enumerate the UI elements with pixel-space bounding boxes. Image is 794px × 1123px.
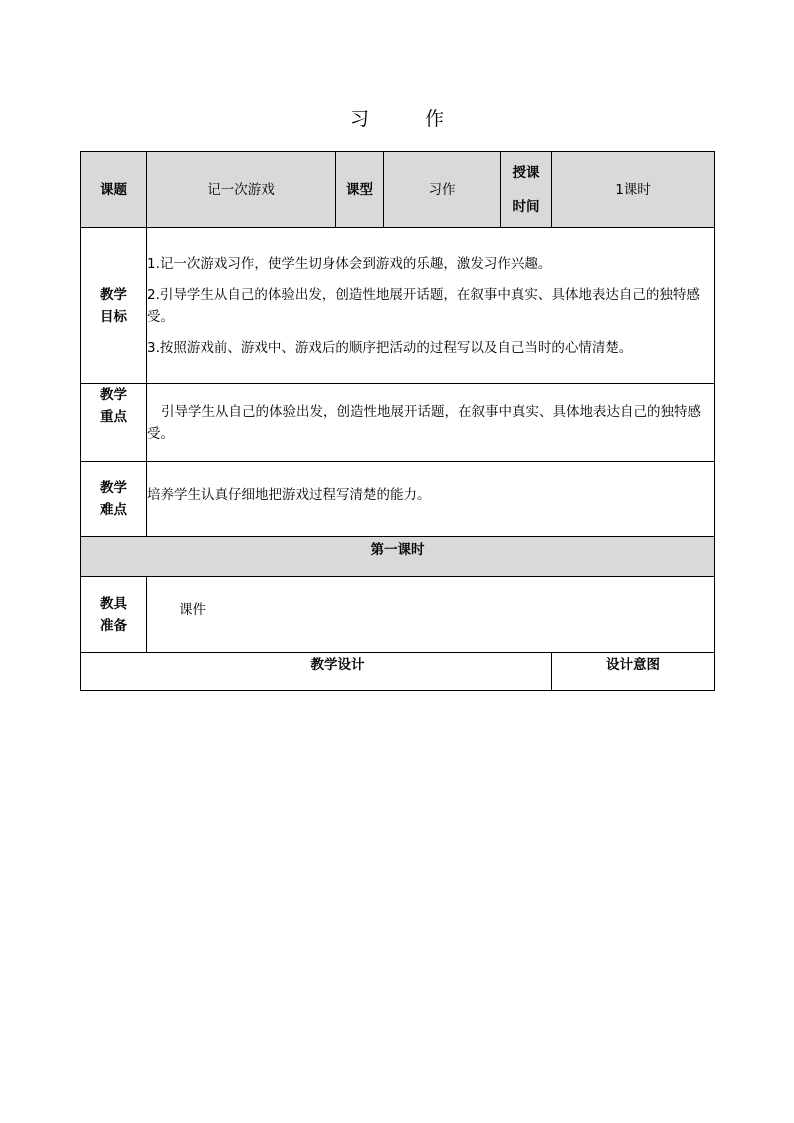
tools-label — [81, 577, 147, 653]
design-header-row — [81, 653, 715, 691]
time-value: 1课时 — [552, 152, 715, 228]
tools-row — [81, 577, 715, 653]
design-label: 教学设计 — [81, 653, 552, 691]
type-value: 习作 — [384, 152, 501, 228]
difficulties-label — [81, 462, 147, 537]
goal-item-2: 2.引导学生从自己的体验出发，创造性地展开话题，在叙事中真实、具体地表达自己的独特感受。 — [147, 286, 700, 325]
topic-value: 记一次游戏 — [147, 152, 336, 228]
topic-label: 课题 — [81, 152, 147, 228]
goals-content — [147, 228, 715, 384]
difficulties-content — [147, 462, 715, 537]
goals-row — [81, 228, 715, 384]
difficulties-row — [81, 462, 715, 537]
key-points-content — [147, 384, 715, 462]
difficulties-label-line-2: 难点 — [100, 502, 127, 518]
key-points-row — [81, 384, 715, 462]
goals-label-line-2: 目标 — [100, 308, 127, 325]
goal-item-1: 1.记一次游戏习作，使学生切身体会到游戏的乐趣，激发习作兴趣。 — [147, 255, 552, 272]
time-label-line-1: 授课 — [512, 164, 540, 181]
page-title-char-1: 习 — [349, 108, 369, 130]
key-points-label — [81, 384, 147, 462]
page-title-char-2: 作 — [425, 108, 445, 130]
goal-item-3: 3.按照游戏前、游戏中、游戏后的顺序把活动的过程写以及自己当时的心情清楚。 — [147, 339, 633, 356]
tools-label-line-1: 教具 — [100, 595, 127, 612]
intent-label: 设计意图 — [552, 653, 715, 691]
page-title — [0, 104, 794, 131]
lesson-plan-table — [80, 151, 715, 691]
lesson-row — [81, 537, 715, 577]
tools-label-line-2: 准备 — [100, 617, 127, 634]
goals-label — [81, 228, 147, 384]
lesson-title: 第一课时 — [81, 537, 715, 577]
difficulties-label-line-1: 教学 — [100, 480, 127, 496]
time-label-line-2: 时间 — [512, 198, 540, 215]
key-points-label-line-2: 重点 — [100, 409, 127, 425]
tools-text: 课件 — [179, 602, 206, 618]
time-label — [501, 152, 552, 228]
type-label: 课型 — [336, 152, 384, 228]
goals-label-line-1: 教学 — [100, 286, 127, 303]
tools-content — [147, 577, 715, 653]
header-row — [81, 152, 715, 228]
difficulties-text: 培养学生认真仔细地把游戏过程写清楚的能力。 — [147, 487, 431, 503]
key-points-text: 引导学生从自己的体验出发，创造性地展开话题，在叙事中真实、具体地表达自己的独特感受。 — [147, 403, 701, 442]
key-points-label-line-1: 教学 — [100, 387, 127, 403]
